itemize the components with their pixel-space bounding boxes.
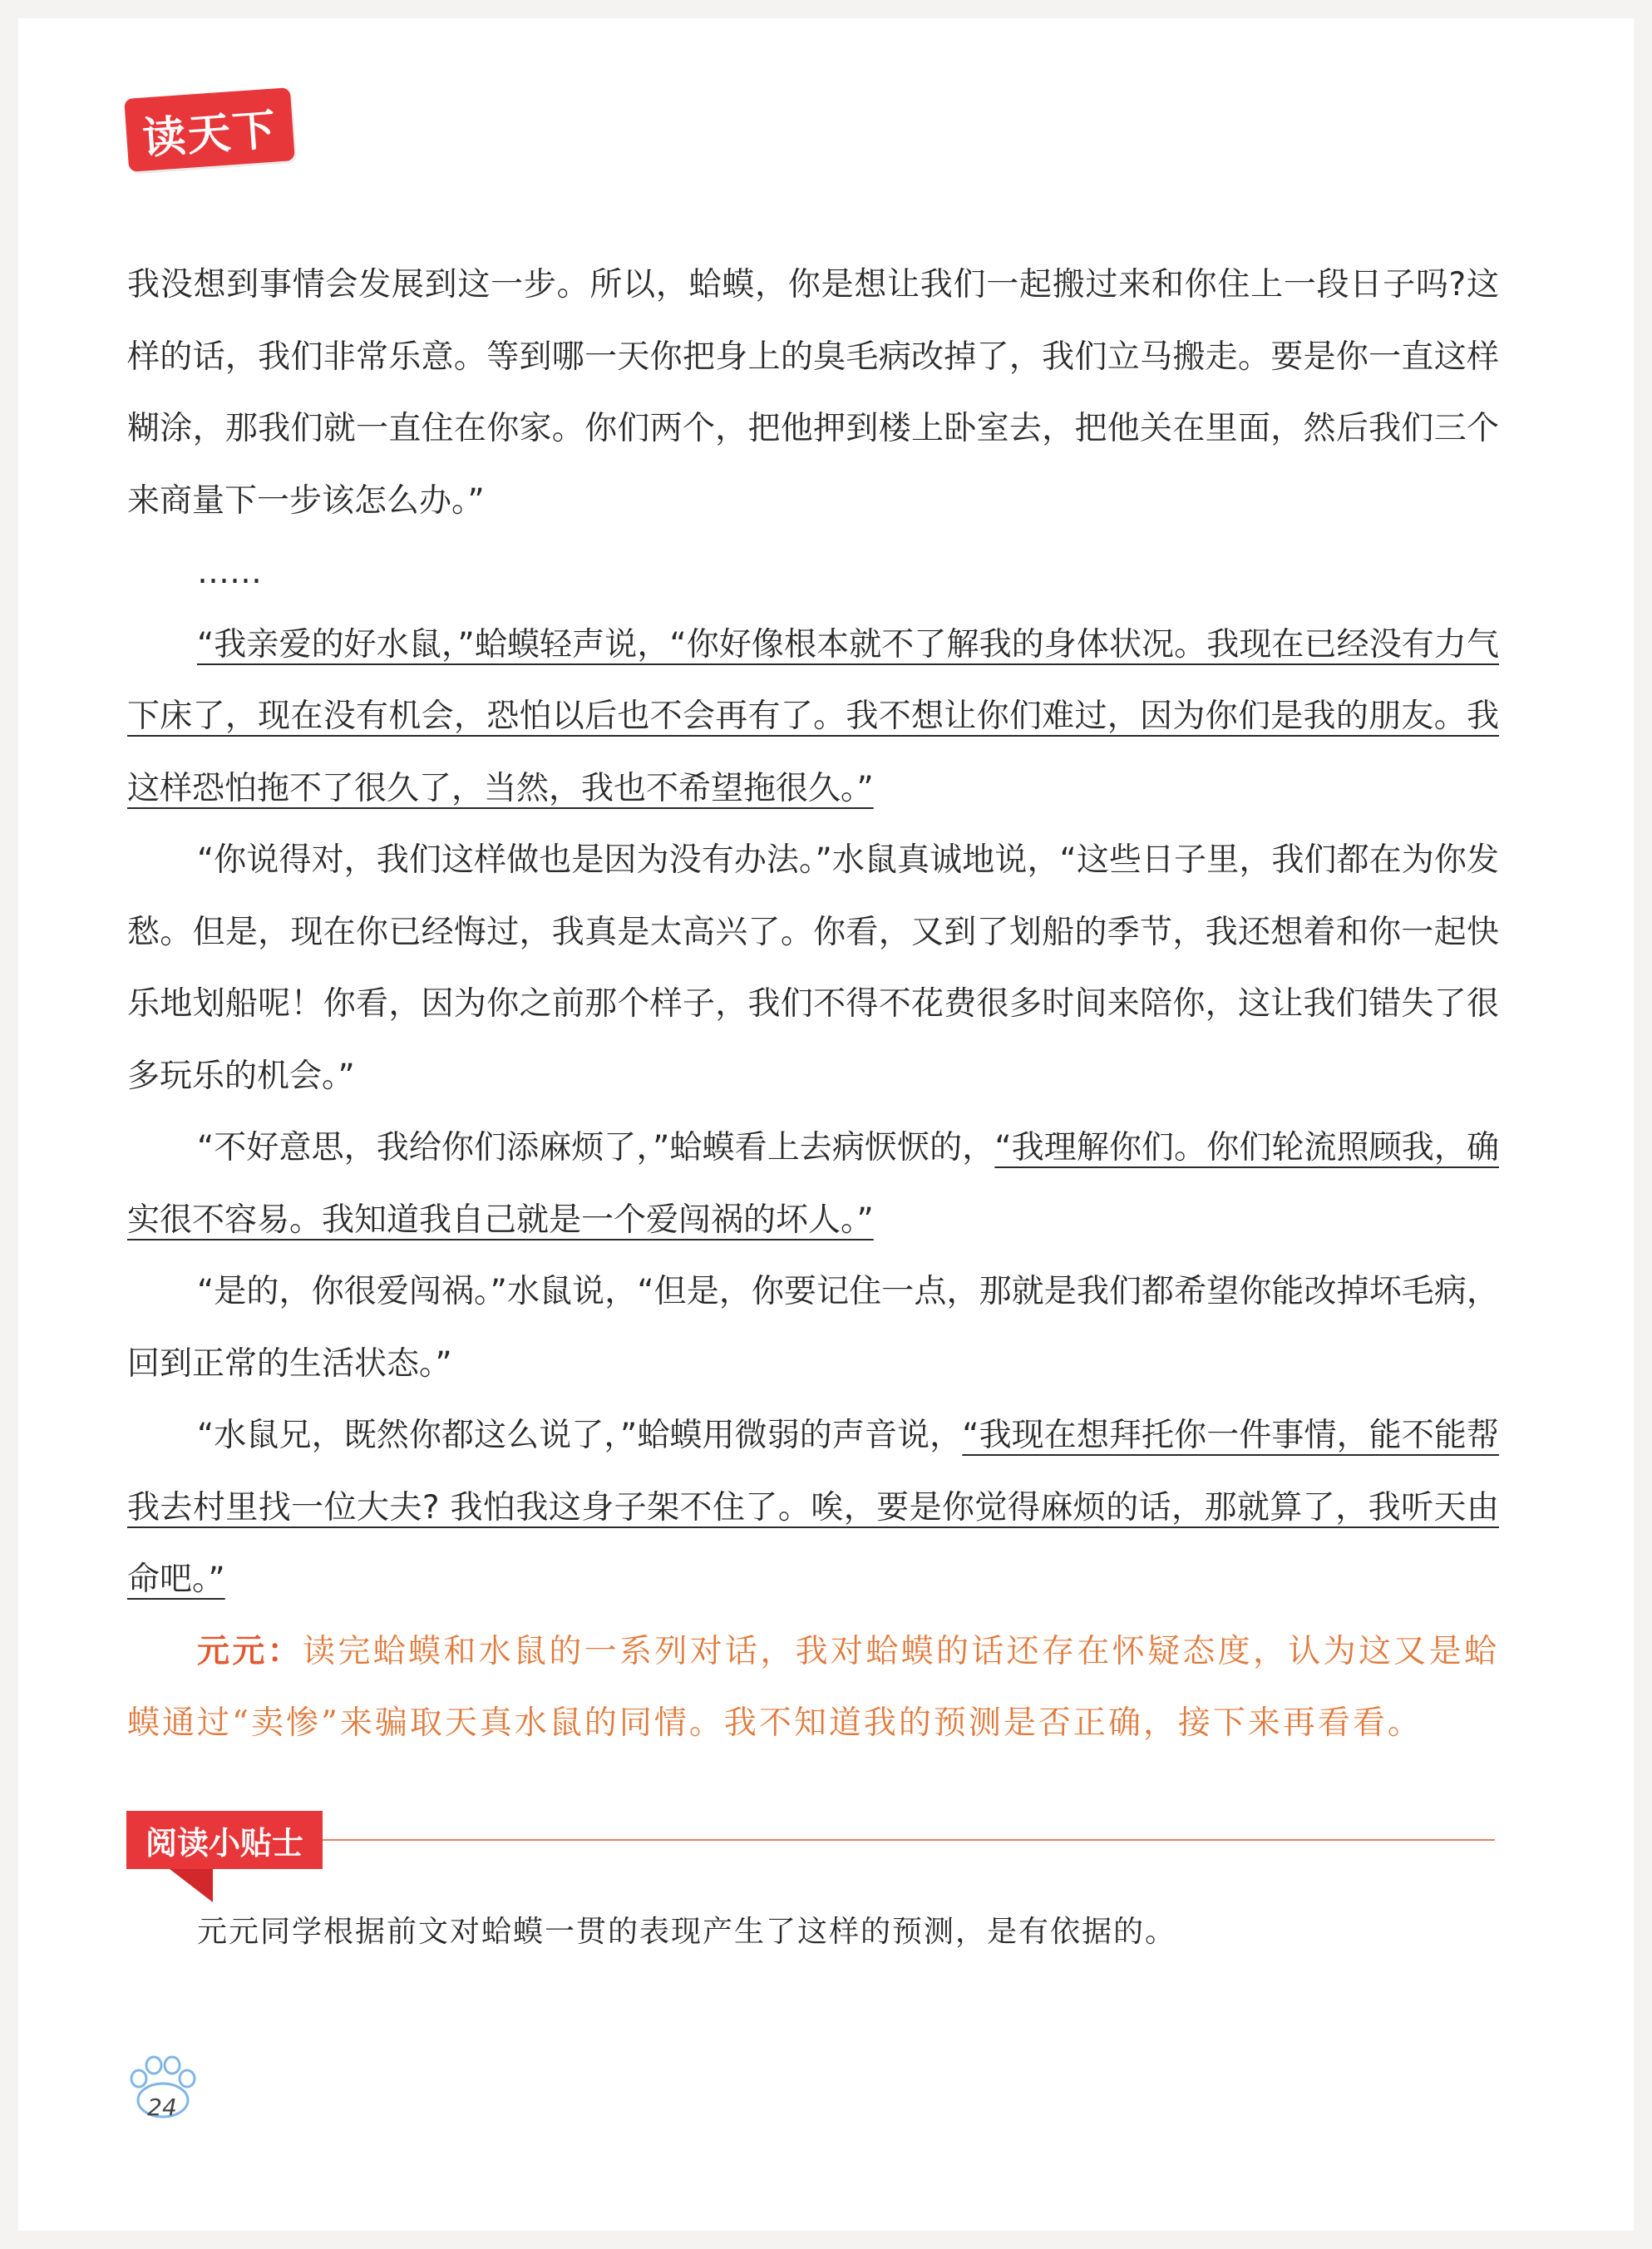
underlined-quote: “我现在想拜托你一件事情，能不能帮我去村里找一位大夫? 我怕我这身子架不住了。唉，要是你觉得麻烦的话，那就算了，我听天由命吧。” bbox=[127, 1417, 1499, 1598]
logo-text: 读天下 bbox=[141, 104, 279, 165]
page-number: 24 bbox=[147, 2094, 177, 2121]
paragraph-6 bbox=[127, 1400, 1499, 1616]
underlined-quote: “我理解你们。你们轮流照顾我，确实很不容易。我知道我自己就是一个爱闯祸的坏人。” bbox=[127, 1129, 1499, 1239]
underlined-quote: “我亲爱的好水鼠，”蛤蟆轻声说，“你好像根本就不了解我的身体状况。我现在已经没有力气下床了，现在没有机会，恐怕以后也不会再有了。我不想让你们难过，因为你们是我的朋友。我这样恐怕拖不了很久了，当然，我也不希望拖很久。” bbox=[127, 625, 1499, 807]
paragraph-1: 我没想到事情会发展到这一步。所以，蛤蟆，你是想让我们一起搬过来和你住上一段日子吗?这样的话，我们非常乐意。等到哪一天你把身上的臭毛病改掉了，我们立马搬走。要是你一直这样糊涂，那我们就一直住在你家。你们两个，把他押到楼上卧室去，把他关在里面，然后我们三个来商量下一步该怎么办。” bbox=[127, 266, 1499, 520]
tip-tail-shape bbox=[170, 1869, 213, 1902]
tip-divider bbox=[323, 1839, 1495, 1841]
paragraph-4 bbox=[127, 1112, 1499, 1256]
brand-logo bbox=[124, 87, 295, 172]
paragraph-4-lead: “不好意思，我给你们添麻烦了，”蛤蟆看上去病恹恹的， bbox=[197, 1129, 995, 1166]
reading-tip-text: 元元同学根据前文对蛤蟆一贯的表现产生了这样的预测，是有依据的。 bbox=[197, 1915, 1177, 1949]
comment-author: 元元： bbox=[197, 1632, 303, 1670]
paragraph-2 bbox=[127, 609, 1499, 826]
paragraph-3: “你说得对，我们这样做也是因为没有办法。”水鼠真诚地说，“这些日子里，我们都在为你发愁。但是，现在你已经悔过，我真是太高兴了。你看，又到了划船的季节，我还想着和你一起快乐地划船呢！你看，因为你之前那个样子，我们不得不花费很多时间来陪你，这让我们错失了很多玩乐的机会。” bbox=[127, 841, 1499, 1095]
ellipsis: …… bbox=[197, 554, 262, 591]
reading-tip-header bbox=[126, 1811, 323, 1869]
paragraph-5: “是的，你很爱闯祸。”水鼠说，“但是，你要记住一点，那就是我们都希望你能改掉坏毛病，回到正常的生活状态。” bbox=[127, 1273, 1499, 1383]
paragraph-6-lead: “水鼠兄，既然你都这么说了，”蛤蟆用微弱的声音说， bbox=[197, 1417, 963, 1454]
comment-text: 读完蛤蟆和水鼠的一系列对话，我对蛤蟆的话还存在怀疑态度，认为这又是蛤蟆通过“卖惨”来骗取天真水鼠的同情。我不知道我的预测是否正确，接下来再看看。 bbox=[127, 1632, 1499, 1742]
story-text bbox=[127, 249, 1499, 1760]
reader-comment bbox=[127, 1616, 1499, 1760]
reading-tip-title: 阅读小贴士 bbox=[145, 1824, 303, 1862]
